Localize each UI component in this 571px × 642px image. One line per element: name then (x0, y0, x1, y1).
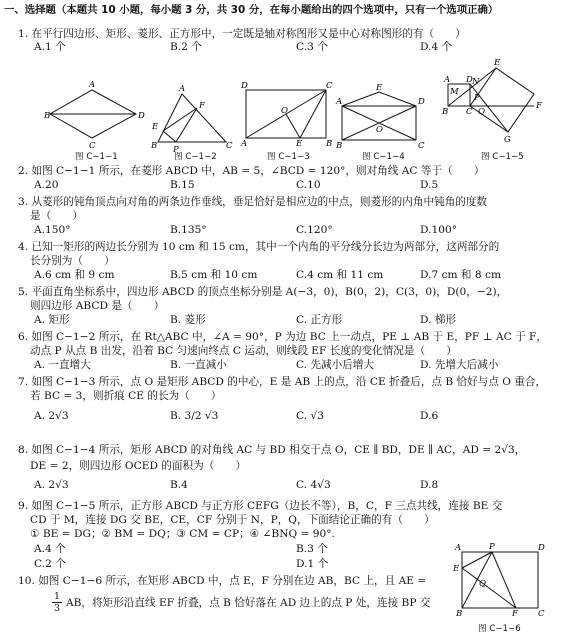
q10-fraction-denominator: 3 (53, 603, 61, 614)
fig4-label-d: D (418, 97, 425, 107)
fig6-label-a: A (455, 543, 462, 553)
q5-option-a: A. 矩形 (34, 314, 70, 326)
question-4-stem-line-2: 长分别为（ ） (30, 255, 115, 267)
q3-option-b: B.135° (170, 224, 207, 236)
q5-option-b: B. 菱形 (170, 314, 206, 326)
fig4-label-a: A (336, 97, 343, 107)
fig1-label-b: B (44, 111, 51, 121)
fig2-label-a: A (179, 84, 186, 94)
fig5-label-p: P (474, 93, 480, 103)
question-2-stem: 2. 如图 C−1−1 所示，在菱形 ABCD 中，AB = 5，∠BCD = 120°，则对角线 AC 等于（ ） (18, 165, 485, 177)
fig6-label-b: B (456, 609, 463, 619)
fig6-label-q: Q (479, 579, 486, 589)
q7-option-b: B. 3/2 √3 (170, 410, 219, 422)
figure-c-1-4-caption: 图 C−1−4 (362, 152, 405, 162)
fig5-label-b: B (442, 107, 449, 117)
q9-option-a: A.4 个 (34, 543, 66, 555)
fig2-label-b: B (151, 141, 158, 151)
question-7-stem-line-1: 7. 如图 C−1−3 所示，点 O 是矩形 ABCD 的中心，E 是 AB 上的点，沿 CE 折叠后，点 B 恰好与点 O 重合， (18, 376, 547, 388)
question-5-stem-line-1: 5. 平面直角坐标系中，四边形 ABCD 的顶点坐标分别是 A(−3，0)，B(0，2)，C(3，0)，D(0，−2)， (18, 286, 508, 298)
question-10-stem-line-2: AB，将矩形沿直线 EF 折叠，点 B 恰好落在 AD 边上的点 P 处，连接 BP 交 (66, 597, 431, 609)
fig5-label-c: C (466, 107, 473, 117)
q7-option-d: D.6 (420, 410, 439, 422)
q5-option-d: D. 梯形 (420, 314, 457, 326)
q2-option-c: C.10 (296, 179, 321, 191)
figure-c-1-3-caption: 图 C−1−3 (267, 152, 310, 162)
fig2-label-c: C (226, 141, 233, 151)
fig6-label-p: P (489, 542, 495, 552)
figure-c-1-6 (452, 544, 548, 618)
fig2-label-e: E (152, 122, 159, 132)
q6-option-b: B. 一直减小 (170, 359, 227, 371)
q7-option-a: A. 2√3 (34, 410, 69, 422)
q3-option-c: C.120° (296, 224, 333, 236)
q4-option-d: D.7 cm 和 8 cm (420, 269, 501, 281)
q1-option-b: B.2 个 (170, 41, 202, 53)
fig6-label-f: F (512, 609, 518, 619)
question-9-conclusions: ① BE = DG；② BM = DQ；③ CM = CP；④ ∠BNQ = 90°. (30, 528, 335, 540)
fig5-label-e: E (494, 58, 501, 68)
q8-option-a: A. 2√3 (34, 479, 69, 491)
q6-option-c: C. 先减小后增大 (296, 359, 375, 371)
question-6-stem-line-2: 动点 P 从点 B 出发，沿着 BC 匀速向终点 C 运动，则线段 EF 长度的变化情况是（ ） (30, 345, 457, 357)
fig3-label-e: E (296, 139, 303, 149)
fig6-label-c: C (538, 609, 545, 619)
q3-option-a: A.150° (34, 224, 71, 236)
question-9-stem-line-1: 9. 如图 C−1−5 所示，正方形 ABCD 与正方形 CEFG（边长不等），B，C，F 三点共线，连接 BE 交 (18, 500, 503, 512)
fig1-label-d: D (138, 111, 145, 121)
fig1-label-a: A (89, 80, 96, 90)
q4-option-c: C.4 cm 和 11 cm (296, 269, 384, 281)
figure-c-1-4 (336, 83, 425, 151)
fig6-label-d: D (538, 543, 545, 553)
question-9-stem-line-2: CD 于 M，连接 DG 交 BE，CE，CF 分别于 N，P，Q，下面结论正确的有（ ） (30, 514, 435, 526)
q3-option-d: D.100° (420, 224, 458, 236)
figure-c-1-1-caption: 图 C−1−1 (75, 152, 118, 162)
q4-option-a: A.6 cm 和 9 cm (34, 269, 115, 281)
figure-c-1-6-caption: 图 C−1−6 (478, 624, 521, 634)
question-4-stem-line-1: 4. 已知一矩形的两边长分别为 10 cm 和 15 cm，其中一个内角的平分线分长边为两部分，这两部分的 (18, 241, 500, 253)
fig6-label-e: E (453, 564, 460, 574)
fig1-label-c: C (89, 141, 96, 151)
question-5-stem-line-2: 则四边形 ABCD 是（ ） (30, 300, 165, 312)
figure-c-1-5-caption: 图 C−1−5 (481, 152, 524, 162)
question-1-stem: 1. 在平行四边形、矩形、菱形、正方形中，一定既是轴对称图形又是中心对称图形的有（ ） (18, 28, 466, 40)
question-8-stem-line-1: 8. 如图 C−1−4 所示，矩形 ABCD 的对角线 AC 与 BD 相交于点 O，CE ∥ BD，DE ∥ AC，AD = 2√3， (18, 444, 526, 456)
fig3-label-a: A (241, 139, 248, 149)
q1-option-a: A.1 个 (34, 41, 66, 53)
q10-fraction-numerator: 1 (53, 591, 61, 602)
figure-c-1-1 (44, 80, 145, 151)
fig5-label-g: G (504, 135, 511, 145)
fig5-label-n: N (472, 77, 480, 87)
figure-c-1-2 (150, 84, 233, 155)
figure-c-1-3 (240, 81, 333, 149)
figure-c-1-2-caption: 图 C−1−2 (174, 152, 217, 162)
fig2-label-p: P (173, 145, 179, 155)
fig3-label-b: B (326, 139, 333, 149)
fig3-label-c: C (326, 81, 333, 91)
fig3-label-o: O (281, 106, 288, 116)
section-header: 一、选择题（本题共 10 小题，每小题 3 分，共 30 分，在每小题给出的四个选项中，只有一个选项正确） (4, 4, 499, 16)
fig5-label-d: D (466, 75, 473, 85)
q10-fraction (52, 591, 62, 614)
figure-c-1-5 (438, 58, 542, 146)
fig5-label-q: Q (478, 107, 485, 117)
q9-option-d: D.1 个 (296, 558, 329, 570)
question-7-stem-line-2: 若 BC = 3，则折痕 CE 的长为（ ） (30, 390, 222, 402)
question-8-stem-line-2: DE = 2，则四边形 OCED 的面积为（ ） (30, 460, 247, 472)
q1-option-d: D.4 个 (420, 41, 453, 53)
fig2-label-f: F (199, 101, 205, 111)
fig5-label-f: F (536, 101, 542, 111)
fig4-label-b: B (336, 141, 343, 151)
q8-option-b: B.4 (170, 479, 188, 491)
question-10-stem-line-1: 10. 如图 C−1−6 所示，在矩形 ABCD 中，点 E，F 分别在边 AB，BC 上，且 AE = (18, 575, 427, 587)
q8-option-d: D.8 (420, 479, 439, 491)
q1-option-c: C.3 个 (296, 41, 328, 53)
q6-option-a: A. 一直增大 (34, 359, 91, 371)
q6-option-d: D. 先增大后减小 (420, 359, 499, 371)
fig5-label-m: M (450, 87, 459, 97)
q4-option-b: B.5 cm 和 10 cm (170, 269, 258, 281)
fig5-label-a: A (444, 75, 451, 85)
question-6-stem-line-1: 6. 如图 C−1−2 所示，在 Rt△ABC 中，∠A = 90°，P 为边 BC 上一动点，PE ⊥ AB 于 E，PF ⊥ AC 于 F， (18, 331, 547, 343)
question-3-stem-line-2: 是（ ） (30, 210, 83, 222)
q7-option-c: C. √3 (296, 410, 324, 422)
fig4-label-e: E (376, 83, 383, 93)
question-3-stem-line-1: 3. 从菱形的钝角顶点向对角的两条边作垂线，垂足恰好是相应边的中点，则菱形的内角中钝角的度数 (18, 196, 488, 208)
fig4-label-o: O (376, 125, 383, 135)
q5-option-c: C. 正方形 (296, 314, 343, 326)
q8-option-c: C. 4√3 (296, 479, 331, 491)
fig4-label-c: C (418, 141, 425, 151)
q9-option-c: C.2 个 (34, 558, 66, 570)
q2-option-a: A.20 (34, 179, 59, 191)
q2-option-b: B.15 (170, 179, 195, 191)
fig3-label-d: D (241, 81, 248, 91)
q9-option-b: B.3 个 (296, 543, 328, 555)
q2-option-d: D.5 (420, 179, 439, 191)
